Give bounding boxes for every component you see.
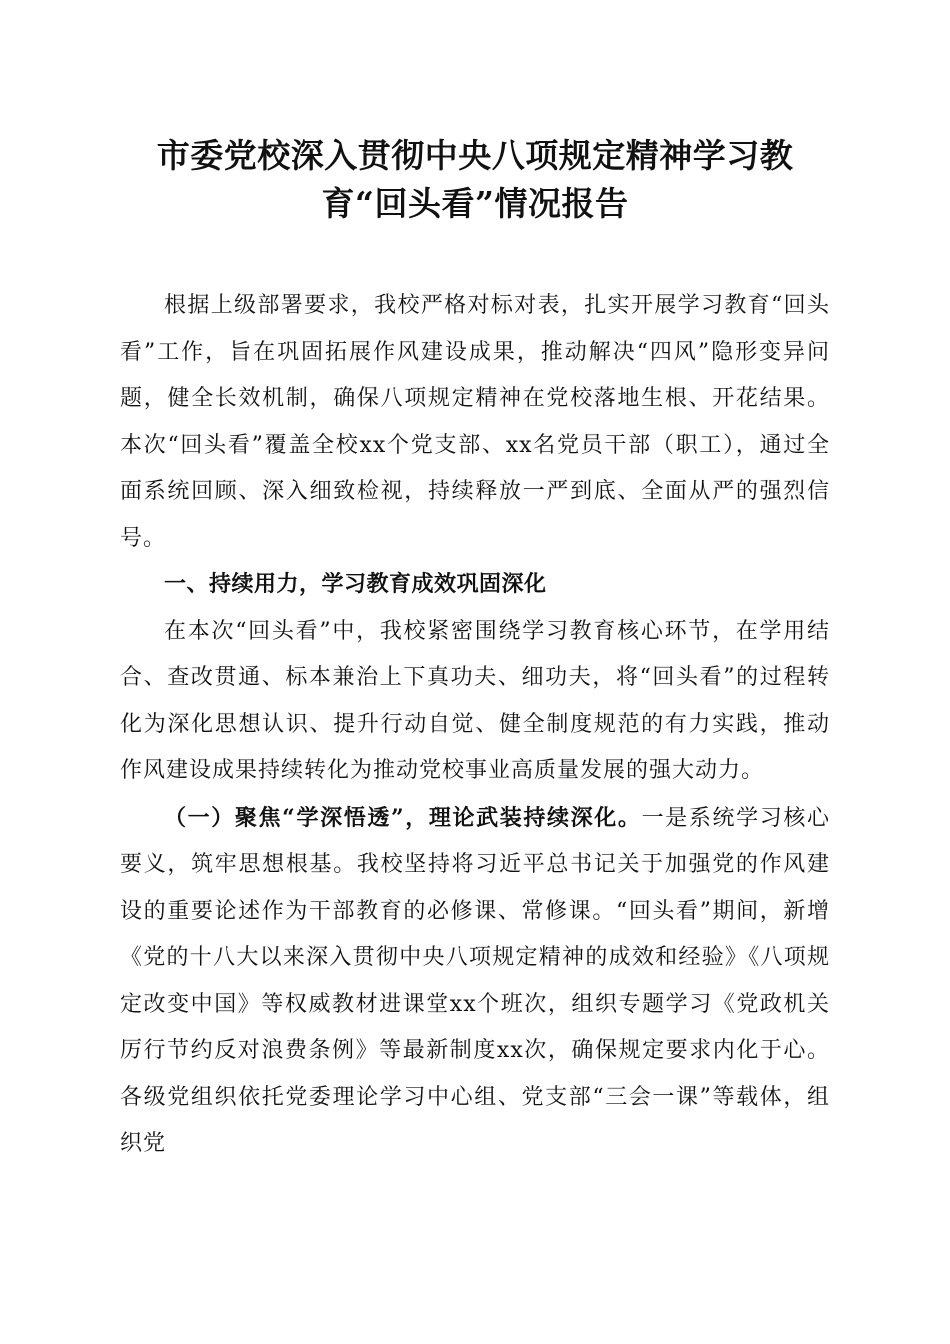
document-body xyxy=(120,283,830,1168)
subsection-paragraph xyxy=(120,795,830,1168)
document-title: 市委党校深入贯彻中央八项规定精神学习教育“回头看”情况报告 xyxy=(156,136,794,223)
subsection-text: 一是系统学习核心要义，筑牢思想根基。我校坚持将习近平总书记关于加强党的作风建设的重要论述作为干部教育的必修课、常修课。“回头看”期间，新增《党的十八大以来深入贯彻中央八项规定精神的成效和经验》《八项规定改变中国》等权威教材进课堂xx个班次，组织专题学习《党政机关厉行节约反对浪费条例》等最新制度xx次，确保规定要求内化于心。各级党组织依托党委理论学习中心组、党支部“三会一课”等载体，组织党 xyxy=(120,805,830,1156)
section-heading: 一、持续用力，学习教育成效巩固深化 xyxy=(164,572,547,597)
subsection-lead: （一）聚焦“学深悟透”，理论武装持续深化。 xyxy=(164,804,642,831)
intro-paragraph: 根据上级部署要求，我校严格对标对表，扎实开展学习教育“回头看”工作，旨在巩固拓展作风建设成果，推动解决“四风”隐形变异问题，健全长效机制，确保八项规定精神在党校落地生根、开花结果。本次“回头看”覆盖全校xx个党支部、xx名党员干部（职工），通过全面系统回顾、深入细致检视，持续释放一严到底、全面从严的强烈信号。 xyxy=(120,293,830,551)
section-paragraph: 在本次“回头看”中，我校紧密围绕学习教育核心环节，在学用结合、查改贯通、标本兼治上下真功夫、细功夫，将“回头看”的过程转化为深化思想认识、提升行动自觉、健全制度规范的有力实践，推动作风建设成果持续转化为推动党校事业高质量发展的强大动力。 xyxy=(120,618,830,783)
